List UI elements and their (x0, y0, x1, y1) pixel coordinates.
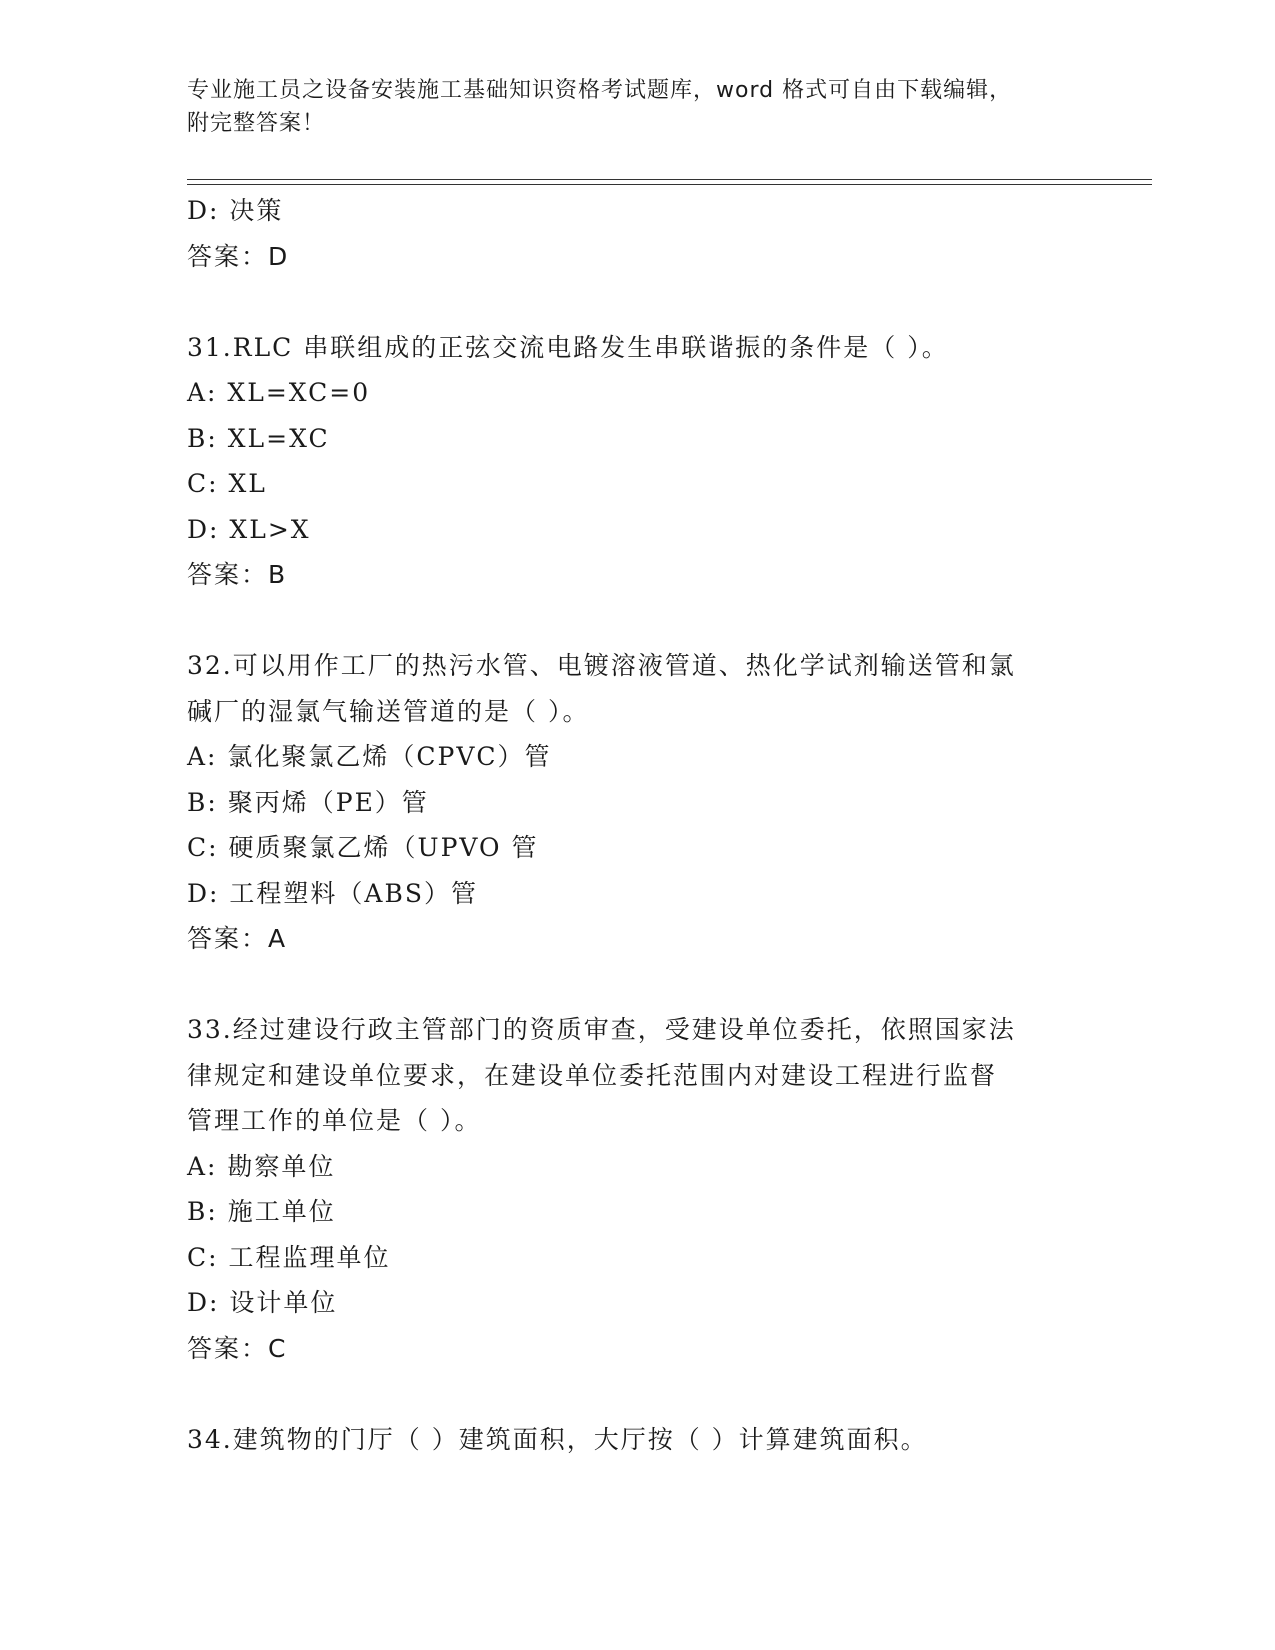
option-d: D: 工程塑料（ABS）管 (187, 878, 478, 908)
option-a: A: XL=XC=0 (187, 378, 371, 407)
answer-line: 答案：D (187, 241, 290, 271)
answer-line: 答案：B (187, 560, 288, 589)
option-b: B: 聚丙烯（PE）管 (187, 787, 429, 817)
option-c: C: 硬质聚氯乙烯（UPVO 管 (187, 833, 539, 862)
spacer (187, 962, 1087, 1008)
document-header (187, 74, 1067, 140)
header-divider-bottom (187, 184, 1152, 185)
option-d: D: 决策 (187, 196, 284, 225)
option-c: C: XL (187, 469, 267, 498)
question-block-32 (187, 643, 1087, 962)
spacer (187, 279, 1087, 325)
question-content (187, 188, 1087, 1462)
question-stem: 31.RLC 串联组成的正弦交流电路发生串联谐振的条件是（ ）。 (187, 332, 949, 362)
option-c: C: 工程监理单位 (187, 1242, 391, 1272)
answer-line: 答案：A (187, 924, 288, 953)
option-b: B: 施工单位 (187, 1197, 336, 1226)
option-d: D: 设计单位 (187, 1288, 338, 1317)
question-block-33 (187, 1007, 1087, 1371)
option-d: D: XL>X (187, 514, 311, 544)
question-stem: 33.经过建设行政主管部门的资质审查，受建设单位委托，依照国家法 (187, 1015, 1016, 1044)
header-divider-top (187, 179, 1152, 180)
question-stem: 管理工作的单位是（ ）。 (187, 1106, 482, 1135)
spacer (187, 1371, 1087, 1417)
option-b: B: XL=XC (187, 423, 330, 453)
spacer (187, 598, 1087, 644)
answer-line: 答案：C (187, 1333, 288, 1363)
question-stem: 碱厂的湿氯气输送管道的是（ ）。 (187, 696, 590, 726)
option-a: A: 氯化聚氯乙烯（CPVC）管 (187, 742, 552, 771)
question-stem: 律规定和建设单位要求，在建设单位委托范围内对建设工程进行监督 (187, 1060, 998, 1090)
question-stem: 32.可以用作工厂的热污水管、电镀溶液管道、热化学试剂输送管和氯 (187, 651, 1016, 680)
option-a: A: 勘察单位 (187, 1151, 336, 1181)
question-stem: 34.建筑物的门厅（ ）建筑面积，大厅按（ ）计算建筑面积。 (187, 1424, 928, 1454)
question-block-31 (187, 325, 1087, 598)
header-line-2: 附完整答案！ (187, 111, 326, 136)
header-line-1: 专业施工员之设备安装施工基础知识资格考试题库，word 格式可自由下载编辑， (187, 78, 1013, 103)
question-block-34 (187, 1417, 1087, 1463)
